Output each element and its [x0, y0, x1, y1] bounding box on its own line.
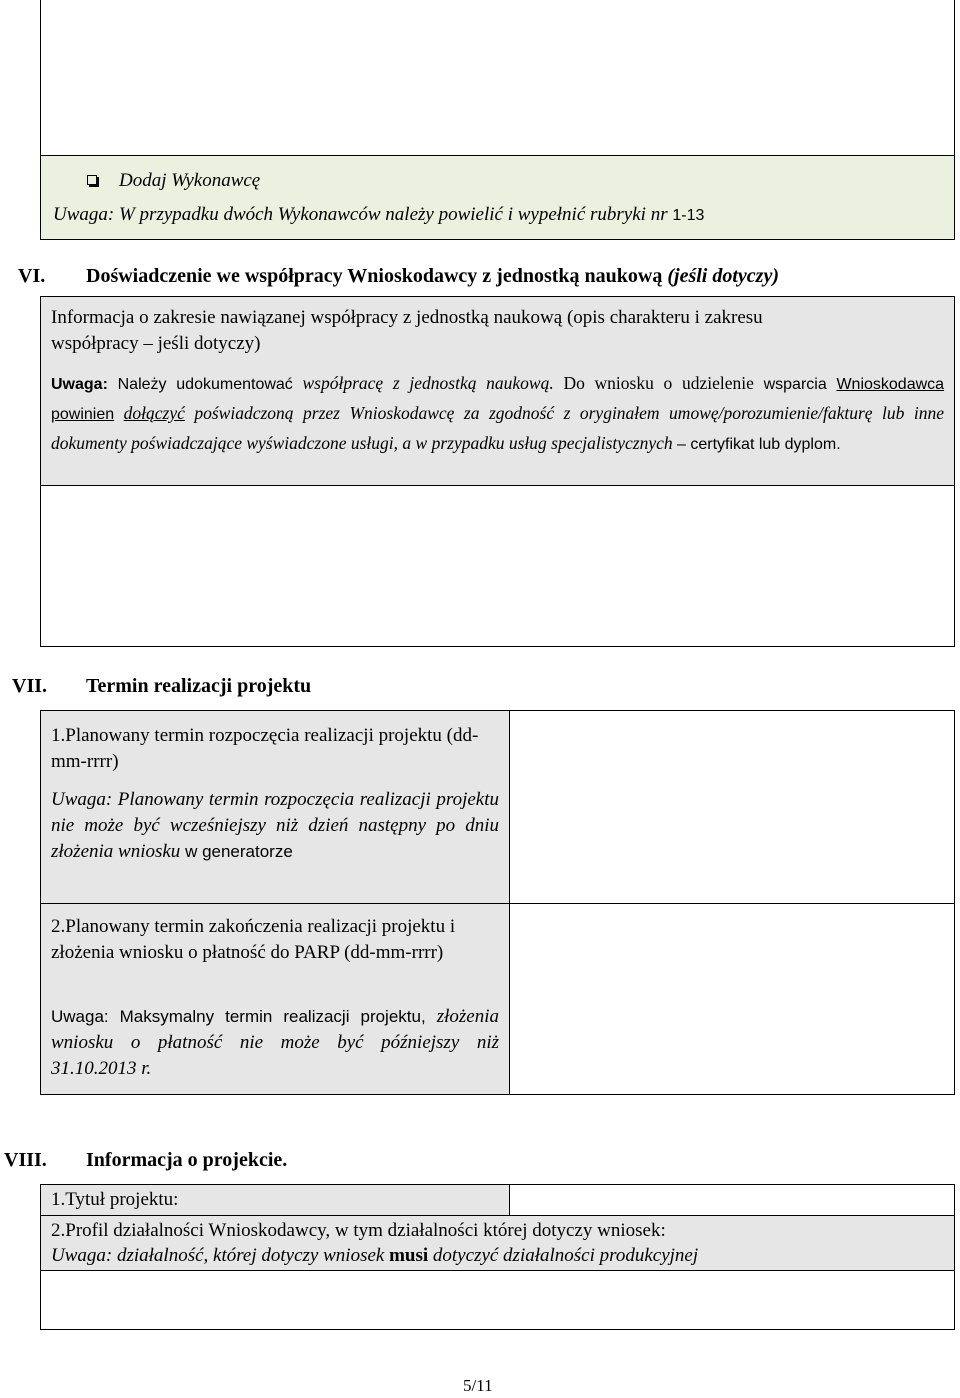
- checkbox-icon[interactable]: [87, 175, 97, 185]
- section-vi-note-p7: poświadczoną przez Wnioskodawcę za zgodność z oryginałem umowę/porozumienie/fakturę lub inne dokumenty poświadczające wyświadczone usługi, a w przypadku usług specjalistycznych: [51, 403, 944, 453]
- executor-note-range: 1-13: [672, 207, 705, 224]
- start-date-label: 1.Planowany termin rozpoczęcia realizacji projektu (dd-mm-rrrr): [51, 725, 479, 772]
- section-vi-title: [86, 265, 779, 288]
- executor-note: [53, 202, 704, 229]
- section-vi-info-box: [40, 296, 955, 486]
- start-date-note-plain: w generatorze: [185, 842, 293, 861]
- end-date-note-italic: złożenia wniosku o płatność nie może być późniejszy niż: [51, 1006, 499, 1053]
- profile-input[interactable]: [40, 1270, 955, 1330]
- section-vi-title-text: Doświadczenie we współpracy Wnioskodawcy z jednostką naukową: [86, 265, 663, 287]
- profile-note-c: dotyczyć działalności produkcyjnej: [432, 1245, 699, 1266]
- section-vi-note-p4: wsparcia: [763, 376, 827, 393]
- start-date-note: [51, 787, 499, 865]
- section-vi-note-p1: Należy udokumentować: [117, 376, 293, 393]
- project-title-input[interactable]: [509, 1184, 955, 1216]
- end-date-note: [51, 1004, 499, 1082]
- add-executor-row[interactable]: [87, 168, 260, 194]
- section-viii-title: Informacja o projekcie.: [86, 1149, 288, 1171]
- profile-note-a: Uwaga: działalność, której dotyczy wniosek: [51, 1245, 385, 1266]
- section-vi-note-p8: – certyfikat lub dyplom.: [677, 436, 841, 453]
- section-vi-title-suffix: (jeśli dotyczy): [667, 265, 779, 287]
- project-title-label: 1.Tytuł projektu:: [51, 1189, 179, 1210]
- section-viii-number: VIII.: [4, 1149, 47, 1171]
- top-answer-box[interactable]: [40, 0, 955, 156]
- section-vi-info-line1: Informacja o zakresie nawiązanej współpracy z jednostką naukową (opis charakteru i zakresu: [51, 307, 763, 328]
- section-vi-note-p5: Wnioskodawca powinien: [51, 376, 945, 423]
- start-date-label-cell: [40, 710, 510, 904]
- section-vi-info-line2: współpracy – jeśli dotyczy): [51, 333, 261, 354]
- profile-note-b: musi: [389, 1245, 429, 1266]
- section-vi-note-p2: współpracę z jednostką naukową.: [302, 373, 554, 393]
- profile-label-cell: [40, 1215, 955, 1271]
- section-vii-title: Termin realizacji projektu: [86, 675, 312, 697]
- add-executor-box: [40, 155, 955, 240]
- end-date-label-cell: [40, 903, 510, 1095]
- start-date-note-text: Uwaga: Planowany termin rozpoczęcia realizacji projektu nie może być wcześniejszy niż dzień następny po dniu złożenia wniosku: [51, 789, 499, 862]
- profile-label: 2.Profil działalności Wnioskodawcy, w tym działalności której dotyczy wniosek:: [51, 1220, 666, 1241]
- end-date-input[interactable]: [509, 903, 955, 1095]
- end-date-note-plain: Uwaga: Maksymalny termin realizacji projektu,: [51, 1007, 426, 1026]
- project-title-label-cell: [40, 1184, 510, 1216]
- section-vi-note-p3: Do wniosku o udzielenie: [563, 373, 754, 393]
- profile-note: [51, 1243, 698, 1269]
- section-vi-info: [51, 305, 946, 357]
- section-vi-note-label: Uwaga:: [51, 376, 108, 393]
- executor-note-text: Uwaga: W przypadku dwóch Wykonawców należy powielić i wypełnić rubryki nr: [53, 204, 668, 225]
- section-vi-answer-box[interactable]: [40, 485, 955, 647]
- add-executor-label: Dodaj Wykonawcę: [119, 170, 261, 191]
- section-vi-number: VI.: [18, 265, 46, 287]
- end-date-note-date: 31.10.2013 r.: [51, 1058, 152, 1079]
- section-vi-note-p6: dołączyć: [123, 403, 185, 423]
- section-vi-note: [51, 369, 944, 459]
- end-date-label: 2.Planowany termin zakończenia realizacji projektu i złożenia wniosku o płatność do PARP (dd-mm-rrrr): [51, 916, 456, 963]
- start-date-input[interactable]: [509, 710, 955, 904]
- page-number: 5/11: [463, 1376, 493, 1395]
- section-vii-number: VII.: [12, 675, 48, 697]
